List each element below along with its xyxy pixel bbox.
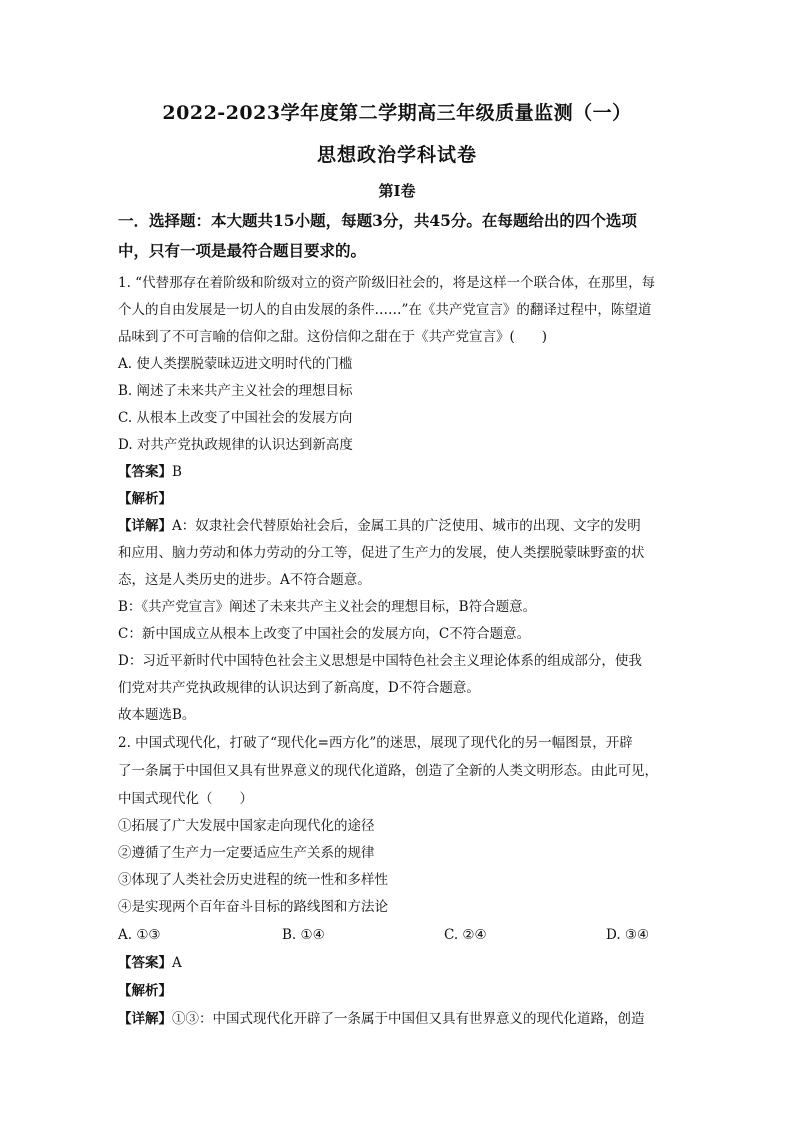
q2-item-1: ①拓展了广大发展中国家走向现代化的途径 <box>118 818 375 834</box>
q2-choice-b: B. ①④ <box>282 927 325 943</box>
q1-answer <box>118 462 698 482</box>
q2-stem-line2: 了一条属于中国但又具有世界意义的现代化道路，创造了全新的人类文明形态。由此可见， <box>118 763 658 779</box>
q1-option-a: A. 使人类摆脱蒙昧迈进文明时代的门槛 <box>118 356 353 372</box>
q2-choices <box>118 925 698 945</box>
exam-title: 2022-2023学年度第二学期高三年级质量监测（一） <box>162 102 632 124</box>
q2-stem-line3: 中国式现代化（ ） <box>118 791 253 807</box>
section-heading-line2: 中，只有一项是最符合题目要求的。 <box>118 241 367 260</box>
q1-answer-label: 【答案】 <box>118 464 172 480</box>
q1-detail-line7: 们党对共产党执政规律的认识达到了新高度，D不符合题意。 <box>118 680 480 696</box>
q2-choice-a: A. ①③ <box>118 927 161 943</box>
q2-analysis-label: 【解析】 <box>118 983 172 999</box>
q1-detail-line6: D：习近平新时代中国特色社会主义思想是中国特色社会主义理论体系的组成部分，使我 <box>118 653 642 669</box>
q1-detail-line1 <box>118 516 698 536</box>
q2-choice-c: C. ②④ <box>444 927 487 943</box>
q1-detail-line4: B：《共产党宣言》阐述了未来共产主义社会的理想目标，B符合题意。 <box>118 599 537 615</box>
q1-analysis-label: 【解析】 <box>118 491 172 507</box>
q2-detail-label: 【详解】 <box>118 1011 172 1027</box>
q2-choice-d: D. ③④ <box>606 927 650 943</box>
q2-stem-line1: 2. 中国式现代化，打破了“现代化=西方化”的迷思，展现了现代化的另一幅图景，开辟 <box>118 735 633 751</box>
q1-detail-label: 【详解】 <box>118 518 172 534</box>
q2-answer <box>118 953 698 973</box>
q1-detail-line3: 态，这是人类历史的进步。A不符合题意。 <box>118 572 371 588</box>
q2-detail-line1 <box>118 1009 698 1029</box>
q2-answer-label: 【答案】 <box>118 955 172 971</box>
q1-option-c: C. 从根本上改变了中国社会的发展方向 <box>118 410 353 426</box>
section-heading-line1: 一．选择题：本大题共15小题，每题3分，共45分。在每题给出的四个选项 <box>118 211 637 230</box>
q2-answer-value: A <box>172 955 182 971</box>
q1-detail-text: A：奴隶社会代替原始社会后，金属工具的广泛使用、城市的出现、文字的发明 <box>172 518 641 534</box>
q1-detail-line2: 和应用、脑力劳动和体力劳动的分工等，促进了生产力的发展，使人类摆脱蒙昧野蛮的状 <box>118 545 645 561</box>
q1-detail-line5: C：新中国成立从根本上改变了中国社会的发展方向，C不符合题意。 <box>118 626 531 642</box>
q2-item-3: ③体现了人类社会历史进程的统一性和多样性 <box>118 872 388 888</box>
part-heading: 第Ⅰ卷 <box>378 182 416 200</box>
q1-stem-line2: 个人的自由发展是一切人的自由发展的条件……”在《共产党宣言》的翻译过程中，陈望道 <box>118 302 652 318</box>
q2-item-2: ②遵循了生产力一定要适应生产关系的规律 <box>118 845 375 861</box>
exam-subtitle: 思想政治学科试卷 <box>316 144 477 166</box>
q1-option-b: B. 阐述了未来共产主义社会的理想目标 <box>118 383 353 399</box>
q2-item-4: ④是实现两个百年奋斗目标的路线图和方法论 <box>118 899 388 915</box>
q1-detail-line8: 故本题选B。 <box>118 707 196 723</box>
q1-option-d: D. 对共产党执政规律的认识达到新高度 <box>118 437 353 453</box>
q1-stem-line3: 品味到了不可言喻的信仰之甜。这份信仰之甜在于《共产党宣言》( ) <box>118 329 548 345</box>
q1-answer-value: B <box>172 464 182 480</box>
q2-detail-text: ①③：中国式现代化开辟了一条属于中国但又具有世界意义的现代化道路，创造 <box>172 1011 645 1027</box>
q1-stem-line1: 1. “代替那存在着阶级和阶级对立的资产阶级旧社会的，将是这样一个联合体，在那里，每 <box>118 275 656 291</box>
